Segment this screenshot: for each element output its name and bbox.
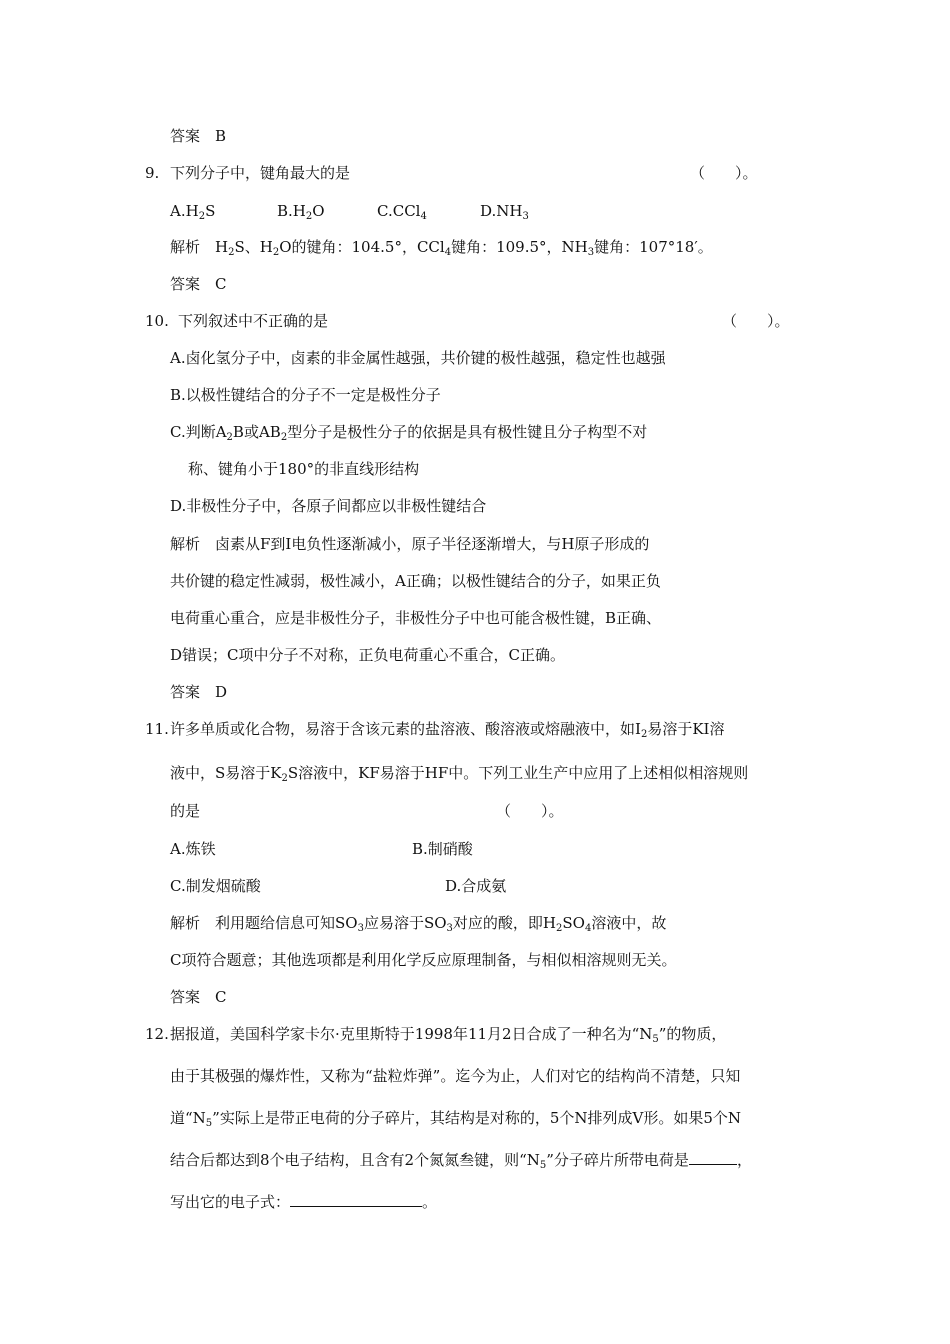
q10-option-a: A.卤化氢分子中，卤素的非金属性越强，共价键的极性越强，稳定性也越强 xyxy=(170,349,666,367)
q10-option-d: D.非极性分子中，各原子间都应以非极性键结合 xyxy=(170,497,487,515)
q10-explanation-line2: 共价键的稳定性减弱，极性减小，A正确；以极性键结合的分子，如果正负 xyxy=(170,572,661,590)
electron-formula-answer-blank[interactable] xyxy=(290,1206,422,1207)
q10-number: 10. xyxy=(145,312,169,330)
q11-explanation-line1: 解析 利用题给信息可知$SO_3$应易溶于$SO_3$对应的酸，即$H_2SO_4$溶液中，故 xyxy=(170,914,667,934)
q9-answer-paren: （ ）。 xyxy=(690,164,758,182)
q12-line5: 写出它的电子式： 。 xyxy=(170,1193,438,1211)
q10-answer-paren: （ ）。 xyxy=(722,312,790,330)
q11-number: 11. xyxy=(145,720,169,738)
q9-explanation: 解析 $H_2S$、$H_2O$的键角：104.5°，CCl$_4$键角：109.5°，$NH_3$键角：107°18′。 xyxy=(170,238,713,258)
q9-option-d: $D.NH_3$ xyxy=(480,202,529,222)
q10-explanation-line1: 解析 卤素从F到I电负性逐渐减小，原子半径逐渐增大，与H原子形成的 xyxy=(170,535,650,553)
q11-stem-line1: 许多单质或化合物，易溶于含该元素的盐溶液、酸溶液或熔融液中，如$I_2$易溶于KI溶 xyxy=(170,720,725,740)
q10-stem: 下列叙述中不正确的是 xyxy=(178,312,329,330)
q11-option-c: C.制发烟硫酸 xyxy=(170,877,261,895)
q9-number: 9. xyxy=(145,164,160,182)
q11-stem-line3: 的是 xyxy=(170,802,201,820)
q11-stem-line2: 液中，S易溶于$K_2S$溶液中，KF易溶于HF中。下列工业生产中应用了上述相似相溶规则 xyxy=(170,764,749,784)
q12-number: 12. xyxy=(145,1025,169,1043)
q11-option-d: D.合成氨 xyxy=(445,877,507,895)
charge-answer-blank[interactable] xyxy=(689,1164,737,1165)
q11-answer-paren: （ ）。 xyxy=(496,802,564,820)
q9-option-c: C.CCl$_4$ xyxy=(377,202,427,222)
q8-answer: 答案 B xyxy=(170,127,227,145)
q12-line1: 据报道，美国科学家卡尔·克里斯特于1998年11月2日合成了一种名为“$N_5$”的物质， xyxy=(170,1025,727,1045)
q12-line3: 道“$N_5$”实际上是带正电荷的分子碎片，其结构是对称的，5个N排列成V形。如果5个N xyxy=(170,1109,742,1129)
q9-option-b: $B.H_2O$ xyxy=(277,202,325,222)
q10-answer: 答案 D xyxy=(170,683,228,701)
q12-line4: 结合后都达到8个电子结构，且含有2个氮氮叁键，则“$N_5$”分子碎片所带电荷是 ， xyxy=(170,1151,752,1171)
q10-option-c-line1: C.判断$A_2B$或$AB_2$型分子是极性分子的依据是具有极性键且分子构型不对 xyxy=(170,423,648,443)
q12-line2: 由于其极强的爆炸性，又称为“盐粒炸弹”。迄今为止，人们对它的结构尚不清楚，只知 xyxy=(170,1067,741,1085)
q11-answer: 答案 C xyxy=(170,988,227,1006)
q9-option-a: $A.H_2S$ xyxy=(170,202,216,222)
q10-option-b: B.以极性键结合的分子不一定是极性分子 xyxy=(170,386,441,404)
q9-answer: 答案 C xyxy=(170,275,227,293)
q11-option-b: B.制硝酸 xyxy=(412,840,473,858)
q10-option-c-line2: 称、键角小于180°的非直线形结构 xyxy=(188,460,420,478)
q11-option-a: A.炼铁 xyxy=(170,840,216,858)
q9-stem: 下列分子中，键角最大的是 xyxy=(170,164,351,182)
q10-explanation-line3: 电荷重心重合，应是非极性分子，非极性分子中也可能含极性键，B正确、 xyxy=(170,609,662,627)
q10-explanation-line4: D错误；C项中分子不对称，正负电荷重心不重合，C正确。 xyxy=(170,646,565,664)
q11-explanation-line2: C项符合题意；其他选项都是利用化学反应原理制备，与相似相溶规则无关。 xyxy=(170,951,677,969)
